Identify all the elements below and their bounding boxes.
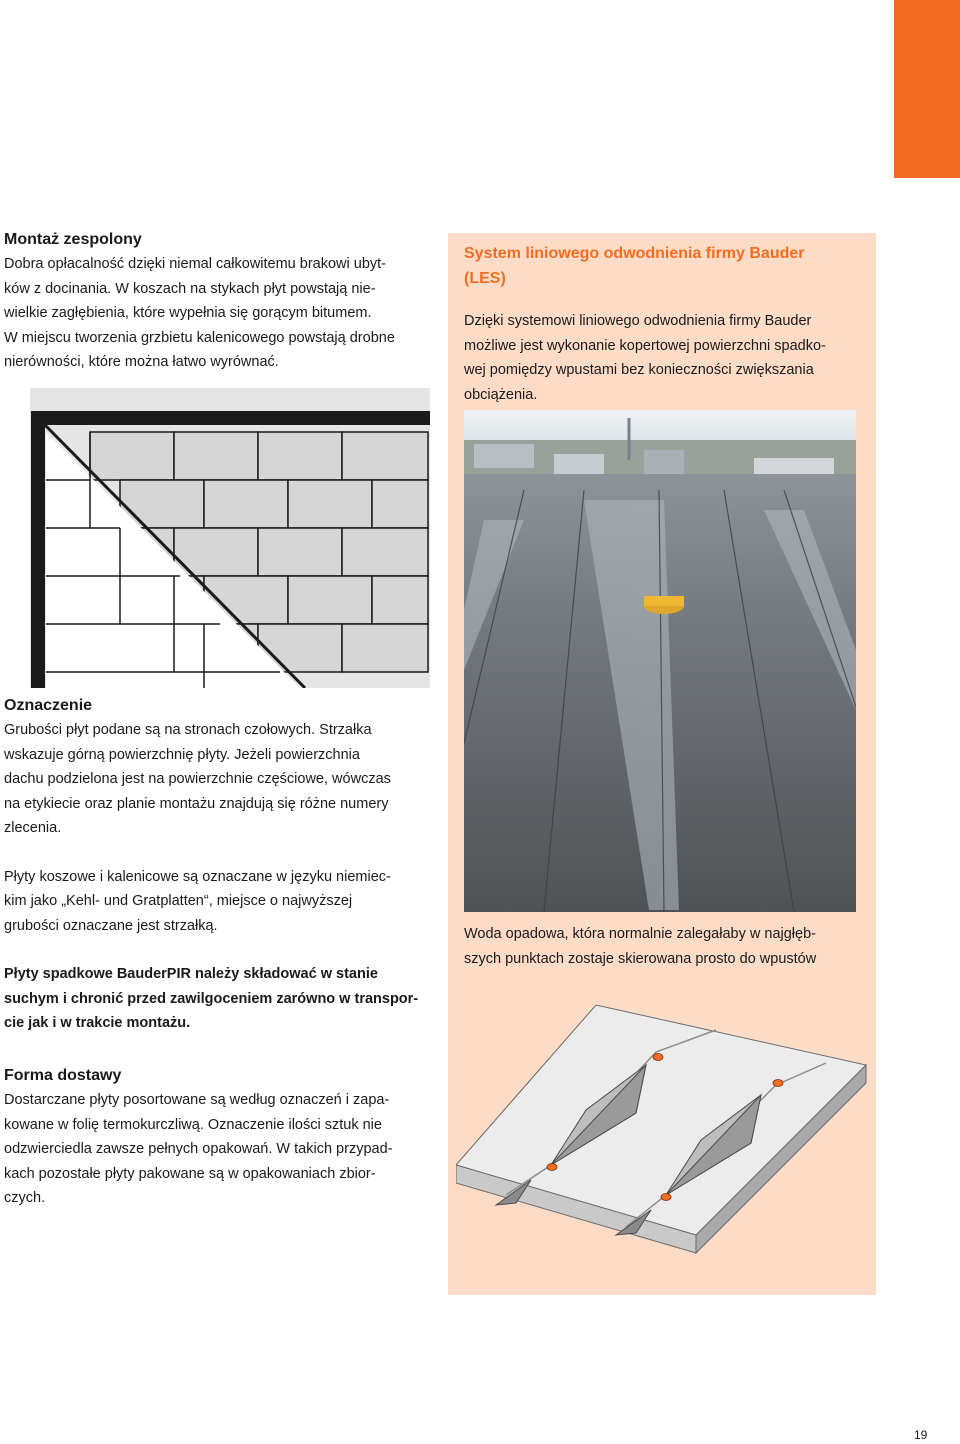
orange-tab — [894, 0, 960, 178]
photo-caption-block — [464, 922, 864, 971]
drainage-isometric-graphic — [456, 995, 868, 1275]
slab-layout-diagram — [30, 388, 430, 688]
slab-layout-graphic — [30, 388, 430, 688]
page-number: 19 — [914, 1428, 928, 1442]
oznaczenie-p2: Płyty koszowe i kalenicowe są oznaczane w języku niemiec- kim jako „Kehl- und Gratplatten“, miejsce o najwyższej grubości oznaczane jest strzałką. — [4, 868, 391, 934]
photo-caption: Woda opadowa, która normalnie zalegałaby w najgłęb- szych punktach zostaje skierowana prosto do wpustów — [464, 926, 817, 967]
montaz-text: Dobra opłacalność dzięki niemal całkowitemu brakowi ubyt- ków z docinania. W koszach na stykach płyt powstają nie- wielkie zagłębienia, które wypełnia się gorącym bitumem. W miejscu tworzenia grzbietu kalenicowego powstają drobne nierówności, które można łatwo wyrównać. — [4, 256, 395, 370]
forma-text: Dostarczane płyty posortowane są według oznaczeń i zapa- kowane w folię termokurczliwą. Oznaczenie ilości sztuk nie odzwierciedla zawsze pełnych opakowań. W takich przypad- kach pozostałe płyty pakowane są w opakowaniach zbior- czych. — [4, 1092, 393, 1206]
section-montaz — [4, 228, 434, 375]
oznaczenie-p3: Płyty spadkowe BauderPIR należy składować w stanie suchym i chronić przed zawilgoceniem zarówno w transpor- cie jak i w trakcie montażu. — [4, 966, 419, 1031]
roof-photo-graphic — [464, 410, 856, 912]
montaz-heading: Montaż zespolony — [4, 231, 142, 248]
les-text: Dzięki systemowi liniowego odwodnienia firmy Bauder możliwe jest wykonanie kopertowej powierzchni spadko- wej pomiędzy wpustami bez konieczności zwiększania obciążenia. — [464, 313, 826, 403]
drainage-isometric-diagram — [456, 995, 868, 1275]
section-oznaczenie — [4, 694, 434, 1036]
section-forma — [4, 1064, 434, 1211]
oznaczenie-p1: Grubości płyt podane są na stronach czołowych. Strzałka wskazuje górną powierzchnię płyty. Jeżeli powierzchnia dachu podzielona jest na powierzchnie częściowe, wówczas na etykiecie oraz planie montażu znajdują się różne numery zlecenia. — [4, 722, 391, 836]
section-les — [464, 242, 864, 407]
roof-photo — [464, 410, 856, 912]
oznaczenie-heading: Oznaczenie — [4, 697, 93, 714]
forma-heading: Forma dostawy — [4, 1067, 122, 1084]
les-heading: System liniowego odwodnienia firmy Bauder (LES) — [464, 245, 805, 287]
